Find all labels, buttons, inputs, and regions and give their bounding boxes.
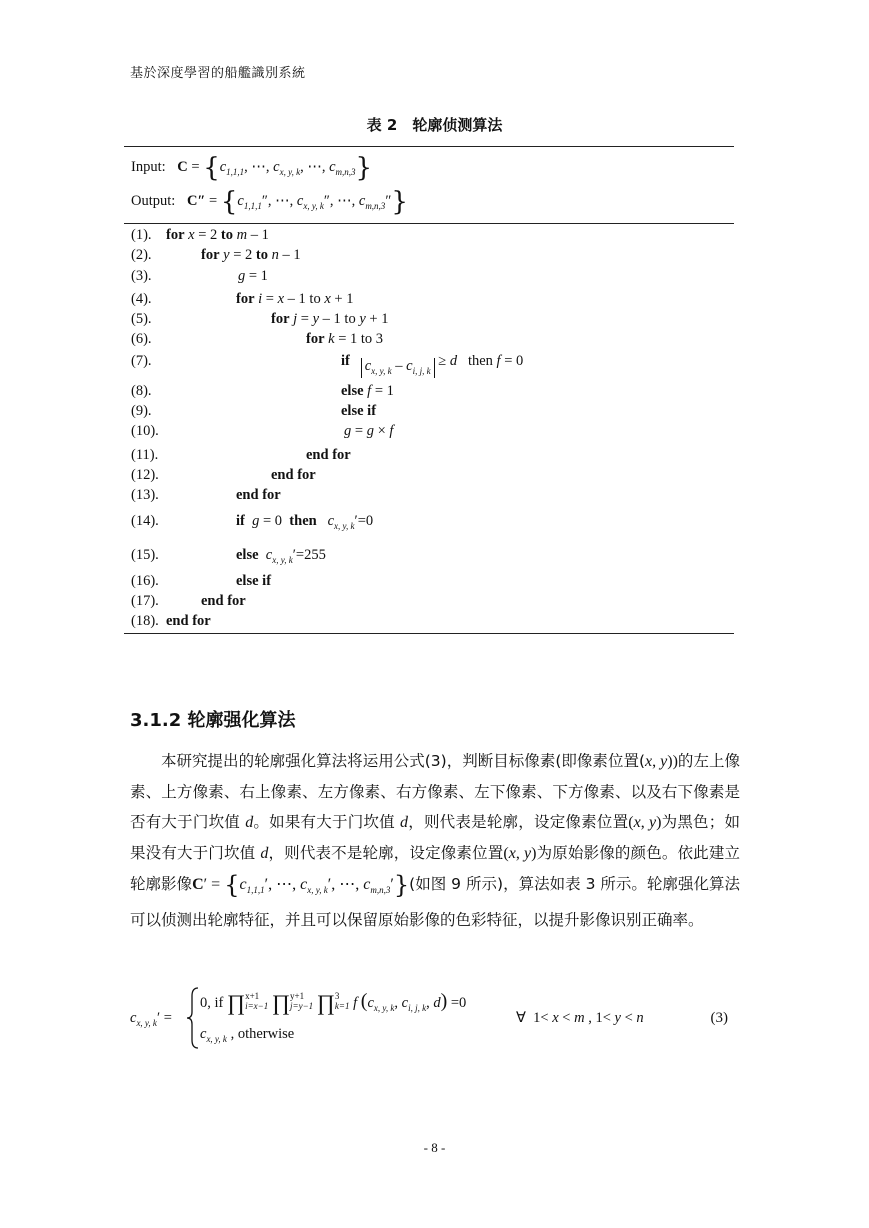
para-seg-2: 的左上像素、上方像素、右上像素、左方像素、右方像素、左下像素、下方像素、以及右下像素是否有大于门坎值 bbox=[130, 752, 740, 831]
equation-case-2: $c_{x, y, k}$ , otherwise bbox=[200, 1026, 295, 1044]
input-formula: $C = \{c_{1,1,1}$, ⋯, $c_{x, y, k}$, ⋯, $c_{m,n,3}$} bbox=[177, 153, 373, 183]
line-number: (16). bbox=[131, 573, 159, 589]
para-seg-4: ，则代表是轮廓，设定像素位置 bbox=[408, 813, 629, 831]
code-line-5: for j = y – 1 to y + 1 bbox=[271, 311, 389, 327]
equation-case-1: 0, if ∏ x+1 i=x−1 ∏ y+1 j=y−1 ∏ 3 k=1 f ($c_{x, y, k}$, $c_{i, j, k}$, d) =0 bbox=[200, 990, 467, 1015]
equation-condition: ∀ 1< x < m , 1< y < n bbox=[516, 1010, 644, 1026]
code-line-8: else f = 1 bbox=[341, 383, 394, 399]
output-label: Output: bbox=[131, 193, 176, 209]
line-number: (7). bbox=[131, 353, 152, 369]
code-line-16: else if bbox=[236, 573, 272, 589]
code-line-7: if $c_{x, y, k} - c_{i, j, k} \ge d$ then f = 0 bbox=[341, 353, 523, 378]
line-number: (9). bbox=[131, 403, 152, 419]
para-seg-5: 为黑色；如果没有大于门坎值 bbox=[130, 813, 740, 862]
equation-3 bbox=[130, 984, 740, 1054]
line-number: (8). bbox=[131, 383, 152, 399]
code-line-6: for k = 1 to 3 bbox=[306, 331, 384, 347]
input-row bbox=[131, 153, 372, 183]
section-heading: 3.1.2 轮廓强化算法 bbox=[130, 710, 296, 731]
line-number: (11). bbox=[131, 447, 159, 463]
line-number: (17). bbox=[131, 593, 159, 609]
line-number: (3). bbox=[131, 268, 152, 284]
line-number: (14). bbox=[131, 513, 159, 529]
table-divider bbox=[124, 223, 734, 224]
line-number: (18). bbox=[131, 613, 159, 629]
line-number: (5). bbox=[131, 311, 152, 327]
code-line-4: for i = x – 1 to x + 1 bbox=[236, 291, 354, 307]
code-line-15: else $c_{x, y, k}'=255$ bbox=[236, 547, 326, 565]
line-number: (2). bbox=[131, 247, 152, 263]
cases-brace-icon bbox=[186, 986, 200, 1050]
line-number: (1). bbox=[131, 227, 152, 243]
code-line-3: g = 1 bbox=[238, 268, 268, 284]
output-row bbox=[131, 187, 408, 217]
line-number: (12). bbox=[131, 467, 159, 483]
para-seg-8: (如图 9 所示)，算法如表 3 所示。轮廓强化算法可以侦测出轮廓特征，并且可以保留原始影像的色彩特征，以提升影像识别正确率。 bbox=[130, 875, 740, 930]
page-number: - 8 - bbox=[423, 1140, 446, 1155]
output-formula: $C'' = \{c_{1,1,1}''$, ⋯, $c_{x, y, k}''$, ⋯, $c_{m,n,3}''$} bbox=[186, 187, 408, 217]
line-number: (6). bbox=[131, 331, 152, 347]
code-line-17: end for bbox=[201, 593, 246, 609]
equation-number: (3) bbox=[710, 1010, 728, 1026]
code-line-18: end for bbox=[166, 613, 211, 629]
line-number: (13). bbox=[131, 487, 159, 503]
para-seg-1: 本研究提出的轮廓强化算法将运用公式(3)，判断目标像素(即像素位置( bbox=[161, 752, 646, 770]
code-line-2: for y = 2 to n – 1 bbox=[201, 247, 301, 263]
code-line-1: for x = 2 to m – 1 bbox=[166, 227, 269, 243]
code-line-12: end for bbox=[271, 467, 316, 483]
para-seg-7: 为原始影像的颜色。依此建立轮廓影像 bbox=[130, 844, 740, 893]
body-paragraph: 本研究提出的轮廓强化算法将运用公式(3)，判断目标像素(即像素位置(x, y))的左上像素、上方像素、右上像素、左方像素、右方像素、左下像素、下方像素、以及右下像素是否有大于门坎值 d。如果有大于门坎值 d，则代表是轮廓，设定像素位置(x, y)为黑色；如果没有大于门坎值 d，则代表不是轮廓，设定像素位置(x, y)为原始影像的颜色。依此建立轮廓影像$C' = \{c_{1,1,1}'$, ⋯, $c_{x, y, k}'$, ⋯, $c_{m,n,3}'$}(如图 9 所示)，算法如表 3 所示。轮廓强化算法可以侦测出轮廓特征，并且可以保留原始影像的色彩特征，以提升影像识别正确率。 bbox=[130, 752, 740, 930]
running-header: 基於深度學習的船艦識別系統 bbox=[130, 66, 306, 81]
code-line-14: if g = 0 then $c_{x, y, k}'=0$ bbox=[236, 513, 374, 531]
code-line-9: else if bbox=[341, 403, 377, 419]
input-label: Input: bbox=[131, 159, 166, 175]
line-number: (4). bbox=[131, 291, 152, 307]
line-number: (15). bbox=[131, 547, 159, 563]
line-number: (10). bbox=[131, 423, 159, 439]
code-line-10: g = g × f bbox=[344, 423, 394, 439]
para-seg-6: ，则代表不是轮廓，设定像素位置 bbox=[268, 844, 504, 862]
equation-lhs: $c_{x, y, k}'$ = bbox=[130, 1010, 172, 1028]
code-line-11: end for bbox=[306, 447, 351, 463]
para-seg-3: 。如果有大于门坎值 bbox=[253, 813, 395, 831]
table-caption: 表 2 轮廓侦测算法 bbox=[366, 116, 503, 134]
code-line-13: end for bbox=[236, 487, 281, 503]
algorithm-table bbox=[124, 146, 734, 634]
